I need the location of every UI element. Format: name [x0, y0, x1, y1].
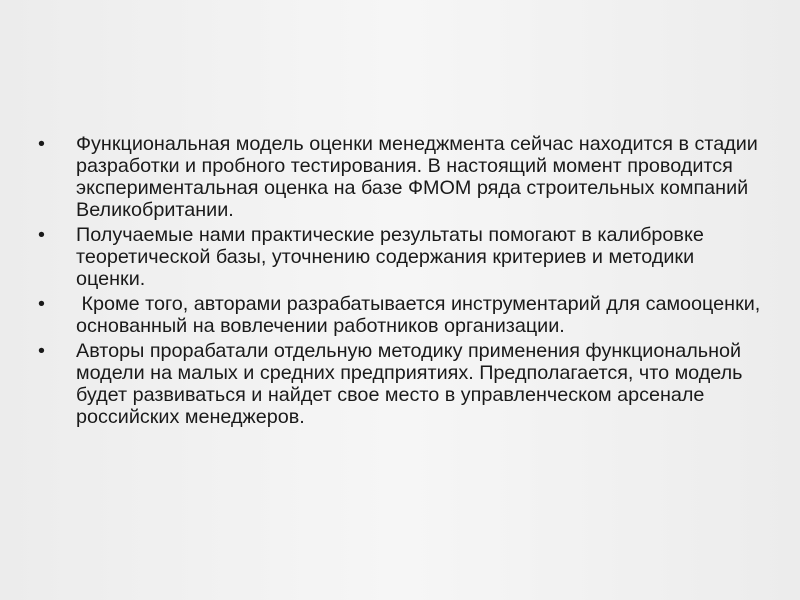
bullet-marker: • [38, 133, 45, 155]
bullet-list [38, 133, 768, 431]
bullet-marker: • [38, 224, 45, 246]
bullet-text: Получаемые нами практические результаты помогают в калибровке теоретической базы, уточнению содержания критериев и методики оценки. [76, 224, 704, 290]
bullet-item [38, 293, 768, 337]
bullet-text: Авторы прорабатали отдельную методику применения функциональной модели на малых и средних предприятиях. Предполагается, что модель будет развиваться и найдет свое место в управленческом арсенале российских менеджеров. [76, 340, 743, 428]
bullet-item [38, 340, 768, 428]
bullet-marker: • [38, 340, 45, 362]
bullet-item [38, 133, 768, 221]
bullet-marker: • [38, 293, 45, 315]
bullet-text: Кроме того, авторами разрабатывается инструментарий для самооценки, основанный на вовлечении работников организации. [76, 293, 766, 337]
bullet-text: Функциональная модель оценки менеджмента сейчас находится в стадии разработки и пробного тестирования. В настоящий момент проводится экспериментальная оценка на базе ФМОМ ряда строительных компаний Великобритании. [76, 133, 758, 221]
bullet-item [38, 224, 768, 290]
